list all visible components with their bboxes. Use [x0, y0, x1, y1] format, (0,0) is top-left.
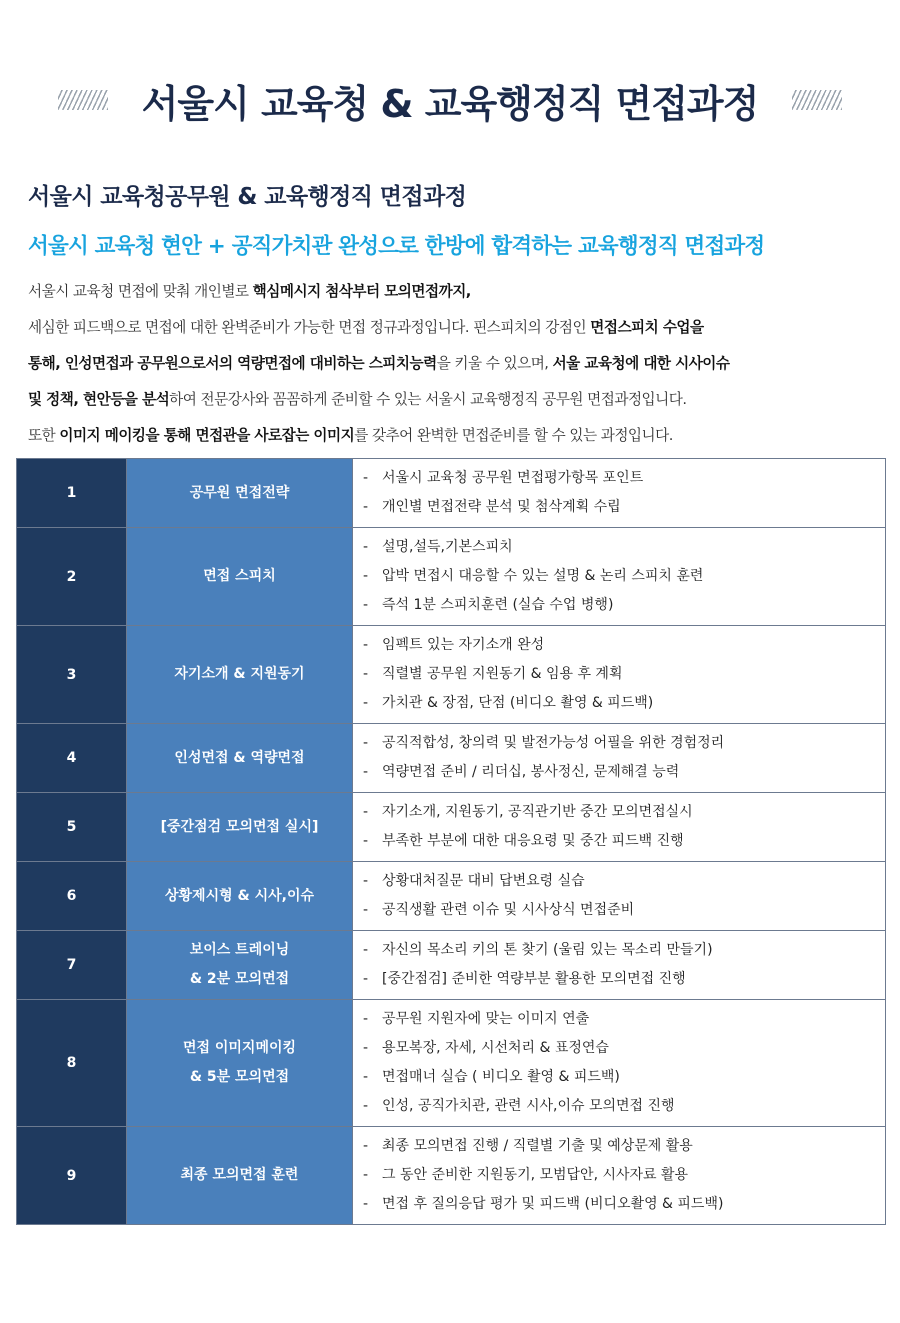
session-title — [127, 626, 353, 724]
bold-segment: 이미지 메이킹을 통해 면접관을 사로잡는 이미지 — [59, 427, 355, 444]
bold-segment: 서울 교육청에 대한 시사이슈 — [552, 355, 730, 372]
session-item: - 자기소개, 지원동기, 공직관기반 중간 모의면접실시 — [363, 798, 885, 827]
session-number: 5 — [17, 793, 127, 862]
session-content — [353, 626, 886, 724]
session-item: - 가치관 & 장점, 단점 (비디오 촬영 & 피드백) — [363, 689, 885, 718]
session-content — [353, 1000, 886, 1127]
session-title-line: 보이스 트레이닝 — [189, 942, 290, 958]
session-title — [127, 459, 353, 528]
curriculum-row — [17, 1000, 886, 1127]
session-item: - 부족한 부분에 대한 대응요령 및 중간 피드백 진행 — [363, 827, 885, 856]
session-item: - 개인별 면접전략 분석 및 첨삭계획 수립 — [363, 493, 885, 522]
session-title-line: & 5분 모의면접 — [189, 1069, 290, 1085]
session-title — [127, 1000, 353, 1127]
session-item: - 임펙트 있는 자기소개 완성 — [363, 631, 885, 660]
text-segment: 하여 전문강사와 꼼꼼하게 준비할 수 있는 서울시 교육행정직 공무원 면접과정입니다. — [169, 391, 687, 408]
session-item: - 역량면접 준비 / 리더십, 봉사정신, 문제해결 능력 — [363, 758, 885, 787]
session-item: - 면접매너 실습 ( 비디오 촬영 & 피드백) — [363, 1063, 885, 1092]
curriculum-row — [17, 793, 886, 862]
session-title — [127, 862, 353, 931]
bold-segment: 및 정책, 현안등을 분석 — [28, 391, 170, 408]
session-item-list — [363, 1132, 885, 1219]
session-title-line: 자기소개 & 지원동기 — [174, 666, 305, 682]
bold-segment: 통해, 인성면접과 공무원으로서의 역량면접에 대비하는 스피치능력 — [28, 355, 437, 372]
session-title — [127, 528, 353, 626]
session-number: 1 — [17, 459, 127, 528]
description-line-4 — [28, 382, 878, 418]
text-segment: 을 키울 수 있으며, — [436, 355, 553, 372]
session-item: - 직렬별 공무원 지원동기 & 임용 후 계획 — [363, 660, 885, 689]
session-title-line: [중간점검 모의면접 실시] — [160, 818, 319, 835]
session-item: - 최종 모의면접 진행 / 직렬별 기출 및 예상문제 활용 — [363, 1132, 885, 1161]
description-line-2 — [28, 310, 878, 346]
session-number: 2 — [17, 528, 127, 626]
session-content — [353, 1127, 886, 1225]
session-title-line: 인성면접 & 역량면접 — [174, 749, 305, 766]
bold-segment: 면접스피치 수업을 — [590, 319, 704, 336]
course-subtitle: 서울시 교육청공무원 & 교육행정직 면접과정 — [28, 184, 467, 210]
session-item: - 면접 후 질의응답 평가 및 피드백 (비디오촬영 & 피드백) — [363, 1190, 885, 1219]
session-number: 9 — [17, 1127, 127, 1225]
page-title: 서울시 교육청 & 교육행정직 면접과정 — [141, 81, 759, 126]
description-line-1 — [28, 274, 878, 310]
session-content — [353, 931, 886, 1000]
session-content — [353, 528, 886, 626]
session-item: - 공무원 지원자에 맞는 이미지 연출 — [363, 1005, 885, 1034]
description-line-5 — [28, 418, 878, 454]
session-item-list — [363, 533, 885, 620]
session-title — [127, 793, 353, 862]
curriculum-row — [17, 724, 886, 793]
session-title-line: & 2분 모의면접 — [189, 971, 290, 987]
session-title-line: 최종 모의면접 훈련 — [180, 1167, 299, 1183]
session-title-line: 공무원 면접전략 — [189, 484, 290, 501]
session-item: - 인성, 공직가치관, 관련 시사,이슈 모의면접 진행 — [363, 1092, 885, 1121]
session-item: - 그 동안 준비한 지원동기, 모범답안, 시사자료 활용 — [363, 1161, 885, 1190]
session-number: 3 — [17, 626, 127, 724]
session-item: - 공직적합성, 창의력 및 발전가능성 어필을 위한 경험정리 — [363, 729, 885, 758]
curriculum-row — [17, 528, 886, 626]
curriculum-row — [17, 626, 886, 724]
session-title-line: 면접 이미지메이킹 — [182, 1040, 297, 1056]
session-item-list — [363, 1005, 885, 1121]
session-content — [353, 862, 886, 931]
curriculum-row — [17, 1127, 886, 1225]
course-highlight: 서울시 교육청 현안 + 공직가치관 완성으로 한방에 합격하는 교육행정직 면접과정 — [28, 234, 765, 259]
session-item: - 즉석 1분 스피치훈련 (실습 수업 병행) — [363, 591, 885, 620]
session-title — [127, 931, 353, 1000]
session-item: - 압박 면접시 대응할 수 있는 설명 & 논리 스피치 훈련 — [363, 562, 885, 591]
session-item: - 공직생활 관련 이슈 및 시사상식 면접준비 — [363, 896, 885, 925]
session-item-list — [363, 631, 885, 718]
session-title — [127, 724, 353, 793]
session-content — [353, 724, 886, 793]
text-segment: 를 갖추어 완벽한 면접준비를 할 수 있는 과정입니다. — [354, 427, 673, 444]
session-number: 4 — [17, 724, 127, 793]
intro-section — [28, 178, 878, 454]
session-content — [353, 459, 886, 528]
session-item: - 설명,설득,기본스피치 — [363, 533, 885, 562]
session-item: - 자신의 목소리 키의 톤 찾기 (울림 있는 목소리 만들기) — [363, 936, 885, 965]
session-item: - 상황대처질문 대비 답변요령 실습 — [363, 867, 885, 896]
description-line-3 — [28, 346, 878, 382]
course-description — [28, 274, 878, 454]
curriculum-row — [17, 931, 886, 1000]
text-segment: 또한 — [28, 427, 60, 444]
session-title-line: 상황제시형 & 시사,이슈 — [165, 887, 314, 904]
session-number: 6 — [17, 862, 127, 931]
session-item: - 서울시 교육청 공무원 면접평가항목 포인트 — [363, 464, 885, 493]
session-item-list — [363, 798, 885, 856]
slash-decoration-right — [792, 90, 842, 110]
curriculum-row — [17, 862, 886, 931]
session-item-list — [363, 936, 885, 994]
session-title-line: 면접 스피치 — [203, 568, 276, 584]
slash-decoration-left — [58, 90, 108, 110]
session-item-list — [363, 867, 885, 925]
session-number: 8 — [17, 1000, 127, 1127]
session-title — [127, 1127, 353, 1225]
text-segment: 서울시 교육청 면접에 맞춰 개인별로 — [28, 283, 253, 300]
text-segment: 세심한 피드백으로 면접에 대한 완벽준비가 가능한 면접 정규과정입니다. 핀스피치의 강점인 — [28, 319, 591, 336]
session-item-list — [363, 729, 885, 787]
curriculum-table — [16, 458, 886, 1225]
session-item: - [중간점검] 준비한 역량부분 활용한 모의면접 진행 — [363, 965, 885, 994]
page-header — [0, 60, 900, 140]
session-item-list — [363, 464, 885, 522]
session-item: - 용모복장, 자세, 시선처리 & 표정연습 — [363, 1034, 885, 1063]
session-number: 7 — [17, 931, 127, 1000]
bold-segment: 핵심메시지 첨삭부터 모의면접까지, — [252, 283, 471, 300]
curriculum-row — [17, 459, 886, 528]
session-content — [353, 793, 886, 862]
